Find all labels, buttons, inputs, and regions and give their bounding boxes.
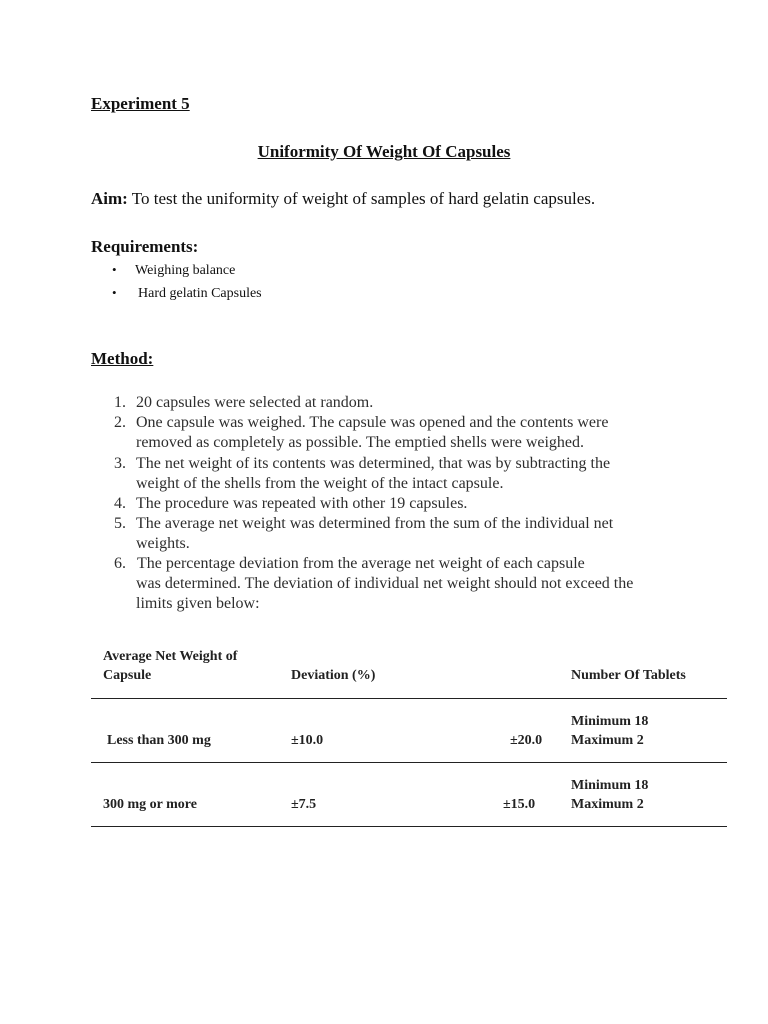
step-text: weights. — [136, 535, 190, 552]
table-cell-tablets: Minimum 18 — [571, 778, 649, 793]
table-rule — [91, 826, 727, 827]
step-number: 5. — [114, 515, 126, 532]
step-text: weight of the shells from the weight of the intact capsule. — [136, 475, 504, 492]
requirement-item — [112, 285, 262, 302]
table-cell-tablets: Minimum 18 — [571, 714, 649, 729]
bullet-icon: • — [112, 262, 117, 277]
step-number: 6. — [114, 555, 126, 572]
step-number: 4. — [114, 495, 126, 512]
table-cell-weight: Less than 300 mg — [107, 733, 211, 748]
requirement-item-label: Weighing balance — [135, 263, 236, 278]
requirement-item-label: Hard gelatin Capsules — [138, 286, 262, 301]
table-cell-deviation: ±7.5 — [291, 797, 317, 812]
step-text: removed as completely as possible. The emptied shells were weighed. — [136, 434, 585, 451]
aim-text: To test the uniformity of weight of samples of hard gelatin capsules. — [127, 189, 596, 208]
table-cell-tablets: Maximum 2 — [571, 733, 644, 748]
step-text: was determined. The deviation of individual net weight should not exceed the — [136, 575, 634, 592]
table-header-weight: Capsule — [103, 668, 152, 683]
step-text: The percentage deviation from the average net weight of each capsule — [137, 555, 585, 572]
requirement-item — [112, 262, 235, 279]
step-number: 2. — [114, 414, 126, 431]
aim-paragraph — [91, 189, 595, 209]
table-cell-weight: 300 mg or more — [103, 797, 197, 812]
table-header-tablets: Number Of Tablets — [571, 668, 686, 683]
step-number: 3. — [114, 455, 126, 472]
table-header-weight: Average Net Weight of — [103, 649, 238, 664]
table-rule — [91, 698, 727, 699]
table-cell-deviation: ±10.0 — [291, 733, 324, 748]
table-cell-deviation: ±15.0 — [503, 797, 536, 812]
bullet-icon: • — [112, 285, 117, 300]
step-text: The procedure was repeated with other 19 capsules. — [136, 495, 468, 512]
requirements-heading: Requirements: — [91, 237, 199, 256]
step-text: One capsule was weighed. The capsule was opened and the contents were — [136, 414, 609, 431]
aim-label: Aim: — [91, 189, 128, 208]
step-text: The net weight of its contents was determined, that was by subtracting the — [136, 455, 611, 472]
table-header-deviation: Deviation (%) — [291, 668, 376, 683]
step-number: 1. — [114, 394, 126, 411]
experiment-label: Experiment 5 — [91, 94, 190, 113]
table-rule — [91, 762, 727, 763]
step-text: limits given below: — [136, 595, 260, 612]
page-title: Uniformity Of Weight Of Capsules — [257, 142, 511, 161]
step-text: The average net weight was determined from the sum of the individual net — [136, 515, 614, 532]
step-text: 20 capsules were selected at random. — [136, 394, 374, 411]
table-cell-tablets: Maximum 2 — [571, 797, 644, 812]
method-heading: Method: — [91, 349, 154, 368]
table-cell-deviation: ±20.0 — [510, 733, 543, 748]
